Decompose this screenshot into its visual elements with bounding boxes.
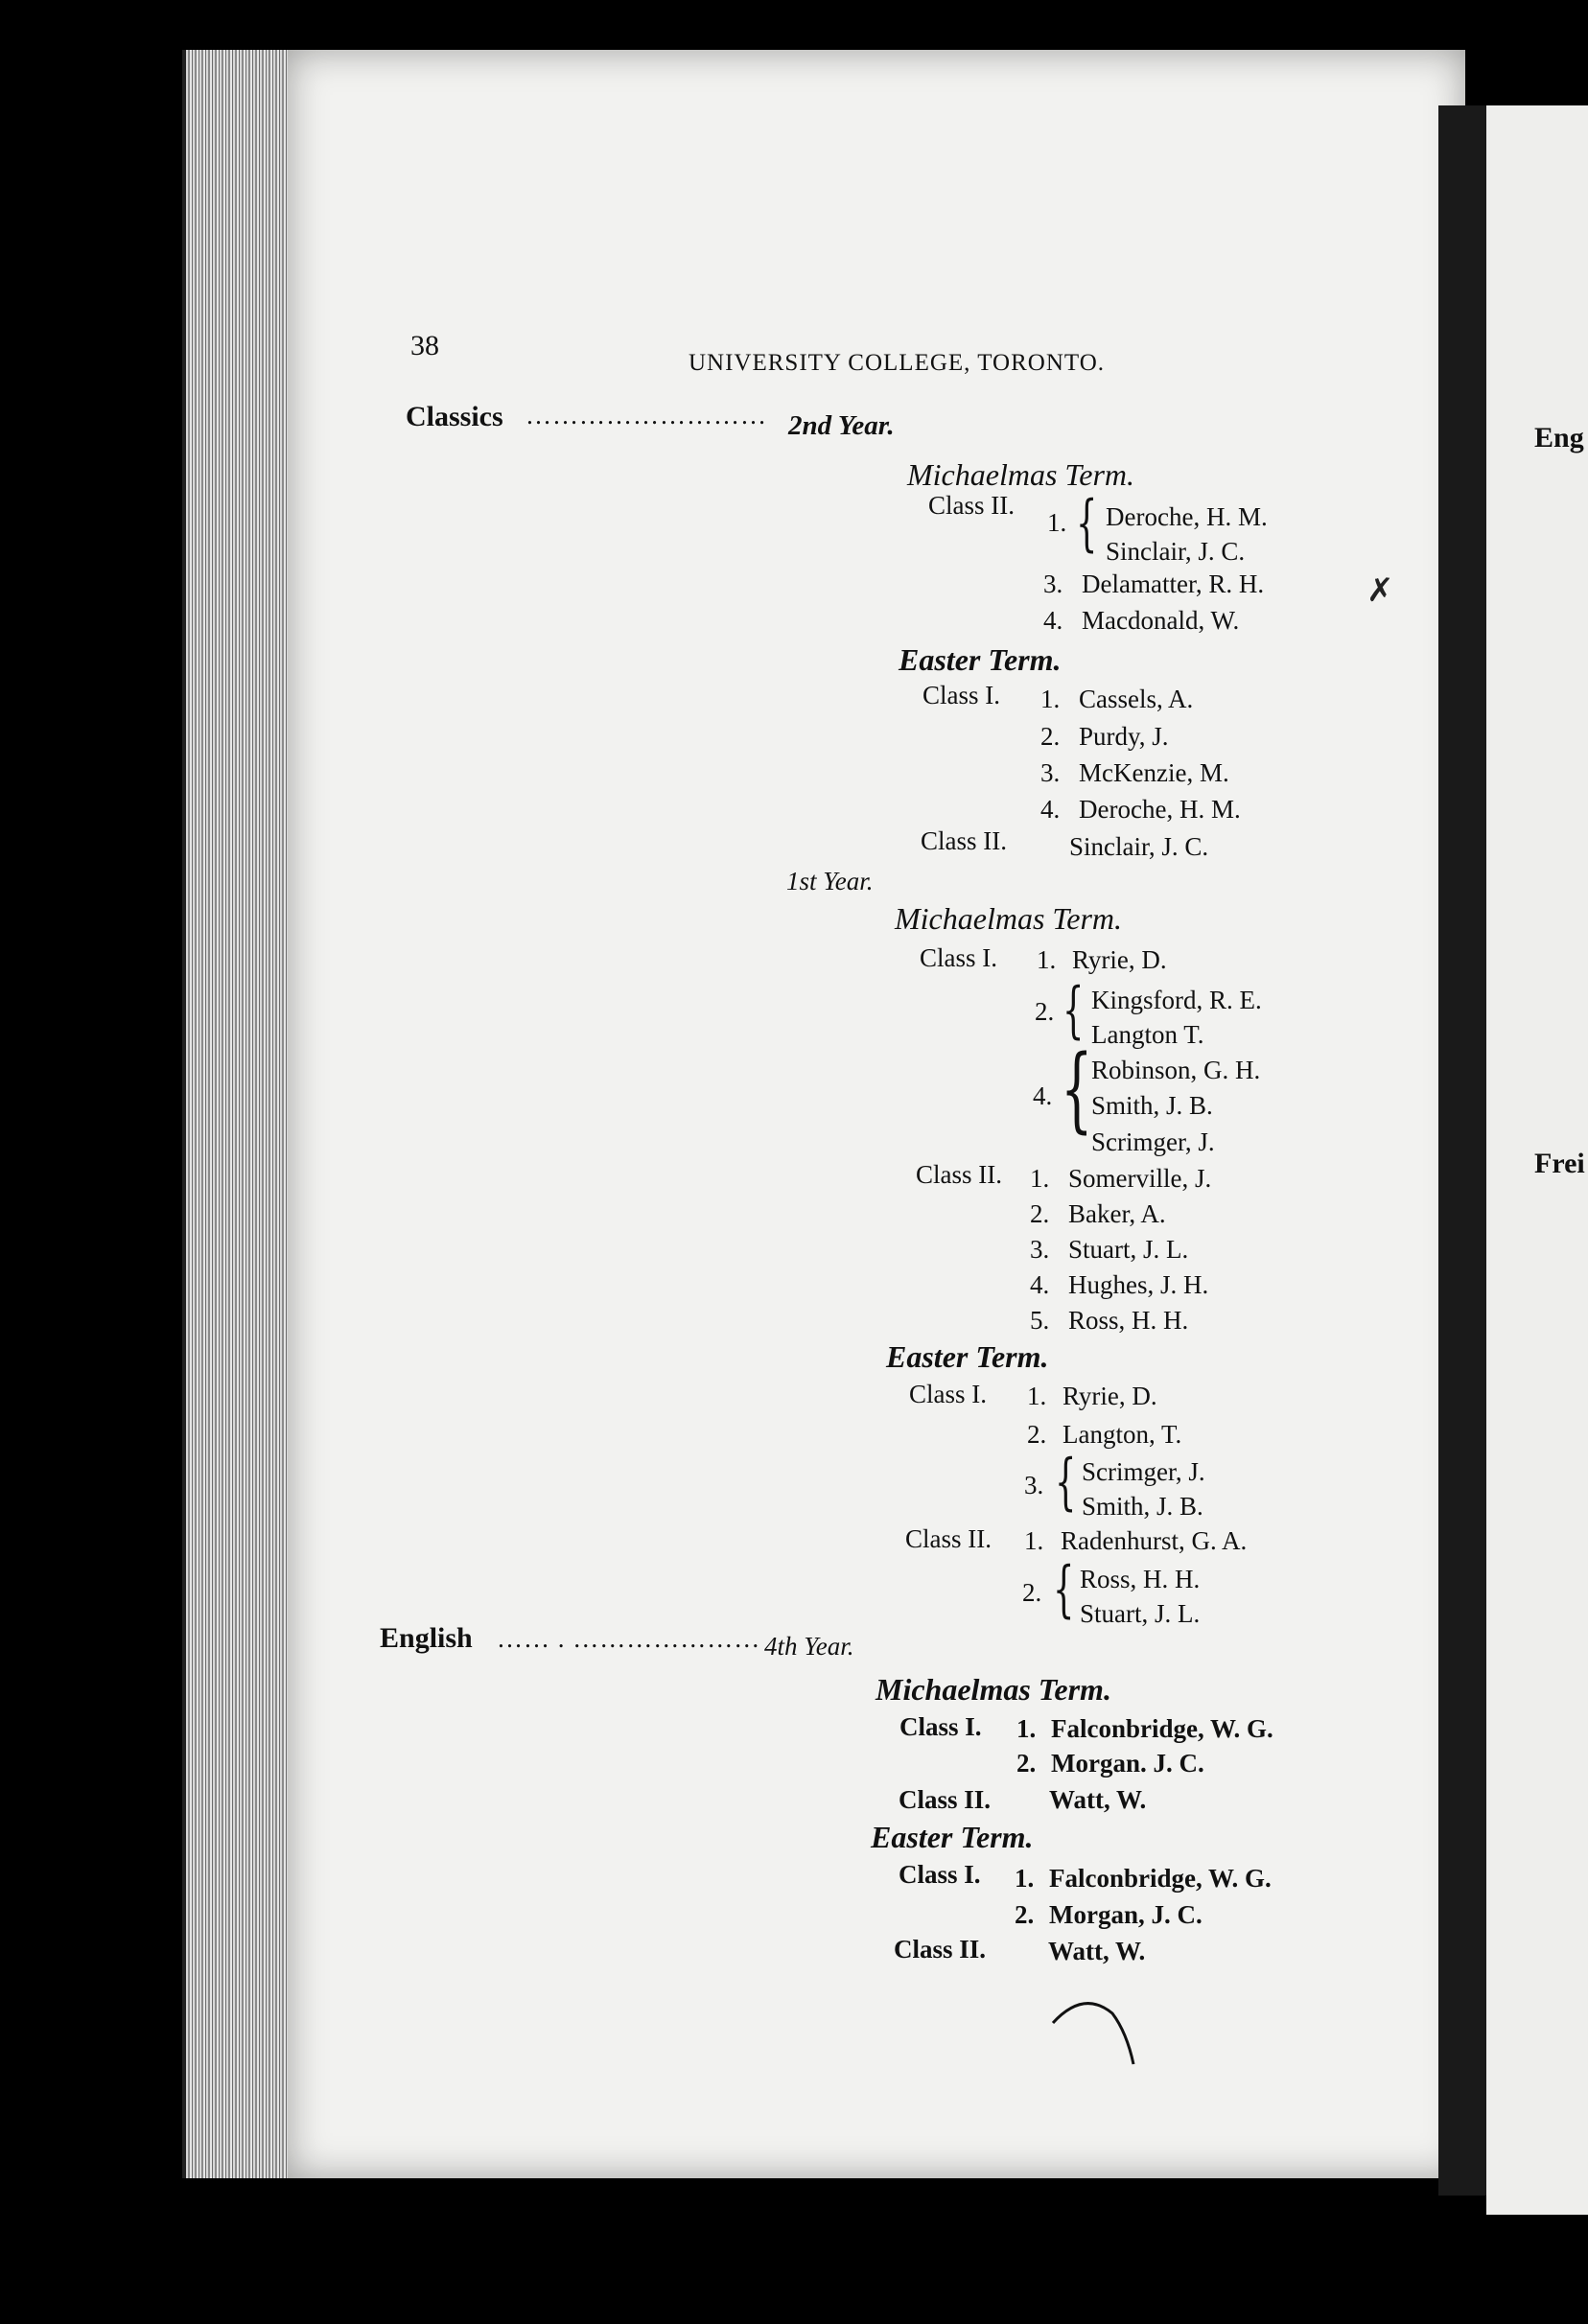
term-heading: Easter Term. xyxy=(899,642,1062,677)
student-name: Sinclair, J. C. xyxy=(1069,832,1209,861)
student-name: Ross, H. H. xyxy=(1080,1565,1201,1593)
year-label: 1st Year. xyxy=(786,867,874,895)
rank-number: 3. xyxy=(1024,1471,1044,1499)
class-label: Class II. xyxy=(905,1524,992,1553)
rank-number: 2. xyxy=(1027,1420,1047,1449)
class-label: Class I. xyxy=(909,1380,987,1408)
rank-number: 3. xyxy=(1043,569,1063,598)
student-name: Falconbridge, W. G. xyxy=(1049,1864,1272,1893)
student-name: Deroche, H. M. xyxy=(1106,502,1268,531)
rank-number: 1. xyxy=(1016,1714,1037,1743)
brace-icon: { xyxy=(1061,1035,1093,1143)
book-page-edges xyxy=(182,50,292,2178)
rank-number: 1. xyxy=(1030,1164,1050,1193)
class-label: Class II. xyxy=(916,1160,1002,1189)
year-label: 4th Year. xyxy=(764,1632,854,1661)
brace-icon: { xyxy=(1076,488,1098,559)
rank-number: 3. xyxy=(1030,1235,1050,1264)
rank-number: 1. xyxy=(1037,945,1057,974)
year-label: 2nd Year. xyxy=(788,410,895,441)
brace-icon: { xyxy=(1063,975,1085,1046)
student-name: Hughes, J. H. xyxy=(1068,1270,1209,1299)
class-label: Class II. xyxy=(928,491,1015,520)
student-name: Smith, J. B. xyxy=(1082,1492,1203,1521)
student-name: Robinson, G. H. xyxy=(1091,1056,1261,1084)
rank-number: 1. xyxy=(1024,1526,1044,1555)
class-label: Class I. xyxy=(920,943,997,972)
rank-number: 4. xyxy=(1043,606,1063,635)
rank-number: 2. xyxy=(1030,1199,1050,1228)
student-name: Scrimger, J. xyxy=(1091,1127,1215,1156)
gutter-shadow xyxy=(1438,105,1486,2196)
class-label: Class I. xyxy=(899,1860,981,1889)
rank-number: 1. xyxy=(1027,1382,1047,1410)
class-label: Class I. xyxy=(899,1712,982,1741)
class-label: Class II. xyxy=(921,826,1007,855)
student-name: Watt, W. xyxy=(1049,1785,1147,1814)
student-name: Cassels, A. xyxy=(1079,685,1194,713)
margin-mark-icon: ✗ xyxy=(1366,573,1394,609)
student-name: Langton, T. xyxy=(1063,1420,1182,1449)
rank-number: 3. xyxy=(1040,758,1061,787)
student-name: Baker, A. xyxy=(1068,1199,1166,1228)
student-name: Purdy, J. xyxy=(1079,722,1169,751)
rank-number: 2. xyxy=(1015,1900,1035,1929)
student-name: Stuart, J. L. xyxy=(1080,1599,1201,1628)
facing-page-word: Eng xyxy=(1534,422,1584,453)
rank-number: 1. xyxy=(1015,1864,1035,1893)
dot-leader: ……………………… xyxy=(525,401,767,430)
student-name: Ryrie, D. xyxy=(1072,945,1167,974)
rank-number: 1. xyxy=(1047,508,1067,537)
term-heading: Easter Term. xyxy=(871,1820,1034,1854)
student-name: Ross, H. H. xyxy=(1068,1306,1189,1335)
student-name: Smith, J. B. xyxy=(1091,1091,1213,1120)
student-name: McKenzie, M. xyxy=(1079,758,1229,787)
rank-number: 1. xyxy=(1040,685,1061,713)
student-name: Scrimger, J. xyxy=(1082,1457,1205,1486)
student-name: Falconbridge, W. G. xyxy=(1051,1714,1273,1743)
student-name: Watt, W. xyxy=(1048,1937,1146,1965)
student-name: Deroche, H. M. xyxy=(1079,795,1241,824)
rank-number: 4. xyxy=(1040,795,1061,824)
subject-heading-classics: Classics xyxy=(406,401,503,432)
class-label: Class II. xyxy=(899,1785,992,1814)
running-title: UNIVERSITY COLLEGE, TORONTO. xyxy=(689,350,1106,376)
term-heading: Michaelmas Term. xyxy=(876,1672,1111,1707)
facing-page-word: Frei xyxy=(1534,1148,1585,1179)
rank-number: 4. xyxy=(1030,1270,1050,1299)
student-name: Langton T. xyxy=(1091,1020,1204,1049)
term-heading: Michaelmas Term. xyxy=(895,901,1123,936)
student-name: Kingsford, R. E. xyxy=(1091,986,1262,1014)
student-name: Ryrie, D. xyxy=(1063,1382,1157,1410)
subject-heading-english: English xyxy=(380,1622,473,1654)
student-name: Radenhurst, G. A. xyxy=(1061,1526,1248,1555)
student-name: Stuart, J. L. xyxy=(1068,1235,1189,1264)
student-name: Sinclair, J. C. xyxy=(1106,537,1246,566)
class-label: Class I. xyxy=(922,681,1000,709)
student-name: Morgan. J. C. xyxy=(1051,1749,1204,1778)
term-heading: Easter Term. xyxy=(886,1339,1049,1374)
rank-number: 5. xyxy=(1030,1306,1050,1335)
student-name: Somerville, J. xyxy=(1068,1164,1212,1193)
rank-number: 2. xyxy=(1016,1749,1037,1778)
student-name: Macdonald, W. xyxy=(1082,606,1240,635)
rank-number: 2. xyxy=(1035,997,1055,1026)
page-number: 38 xyxy=(410,330,439,361)
brace-icon: { xyxy=(1055,1447,1077,1518)
rank-number: 4. xyxy=(1033,1081,1053,1110)
student-name: Delamatter, R. H. xyxy=(1082,569,1265,598)
brace-icon: { xyxy=(1053,1554,1075,1625)
rank-number: 2. xyxy=(1022,1578,1042,1607)
term-heading: Michaelmas Term. xyxy=(907,457,1135,492)
student-name: Morgan, J. C. xyxy=(1049,1900,1203,1929)
class-label: Class II. xyxy=(894,1935,987,1964)
rank-number: 2. xyxy=(1040,722,1061,751)
pen-mark-icon xyxy=(1045,1989,1151,2071)
dot-leader: …… . ………………… xyxy=(497,1624,761,1653)
